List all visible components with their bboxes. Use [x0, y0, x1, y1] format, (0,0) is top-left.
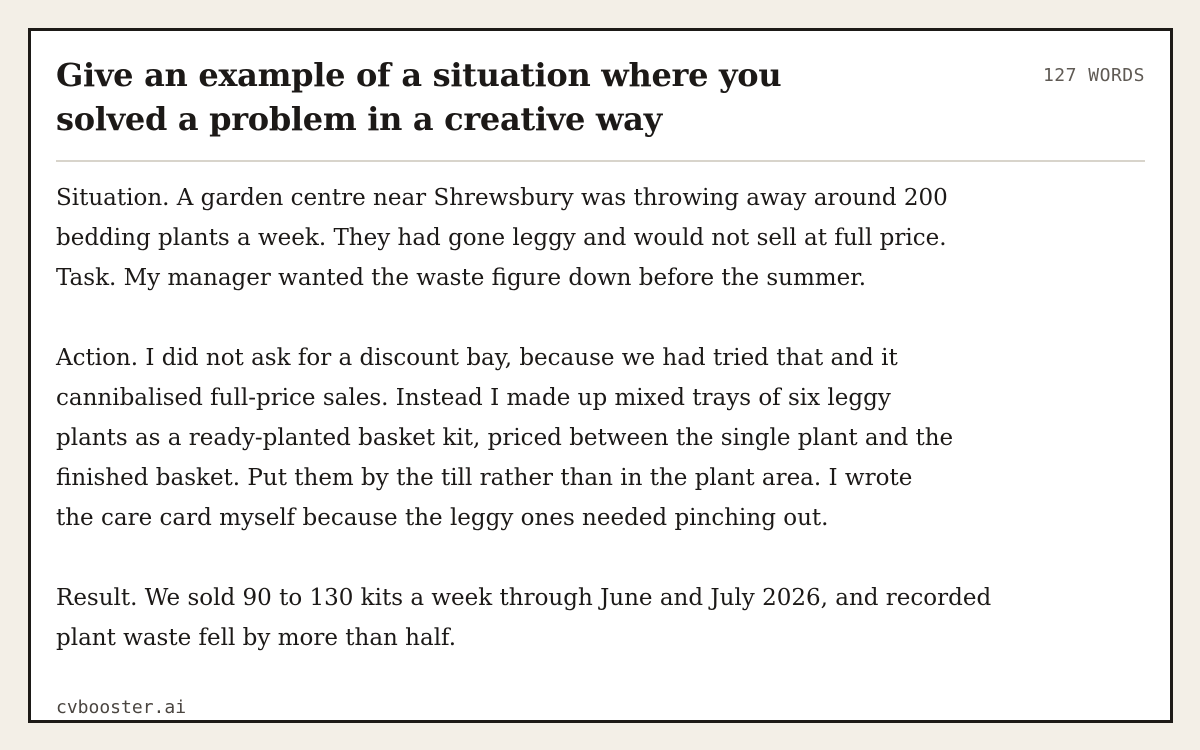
- question-title-line: Give an example of a situation where you: [56, 56, 782, 94]
- answer-paragraph-action: [56, 338, 1036, 538]
- brand-footer: cvbooster.ai: [56, 697, 187, 718]
- answer-paragraph-situation-task: [56, 178, 1036, 298]
- answer-line: the care card myself because the leggy ones needed pinching out.: [56, 505, 829, 531]
- answer-line: plants as a ready-planted basket kit, priced between the single plant and the: [56, 425, 954, 451]
- answer-line: plant waste fell by more than half.: [56, 625, 457, 651]
- answer-line: Action. I did not ask for a discount bay, because we had tried that and it: [56, 345, 898, 371]
- answer-line: Situation. A garden centre near Shrewsbury was throwing away around 200: [56, 185, 948, 211]
- answer-body: [56, 178, 1036, 658]
- answer-card: [28, 28, 1173, 723]
- answer-line: finished basket. Put them by the till rather than in the plant area. I wrote: [56, 465, 913, 491]
- answer-line: cannibalised full-price sales. Instead I made up mixed trays of six leggy: [56, 385, 891, 411]
- answer-paragraph-result: [56, 578, 1036, 658]
- answer-line: Task. My manager wanted the waste figure down before the summer.: [56, 265, 867, 291]
- answer-line: Result. We sold 90 to 130 kits a week through June and July 2026, and recorded: [56, 585, 992, 611]
- header-divider: [56, 160, 1145, 162]
- word-count-badge: 127 WORDS: [1042, 65, 1145, 86]
- answer-line: bedding plants a week. They had gone leggy and would not sell at full price.: [56, 225, 947, 251]
- question-title: [56, 53, 816, 141]
- question-title-line: solved a problem in a creative way: [56, 100, 662, 138]
